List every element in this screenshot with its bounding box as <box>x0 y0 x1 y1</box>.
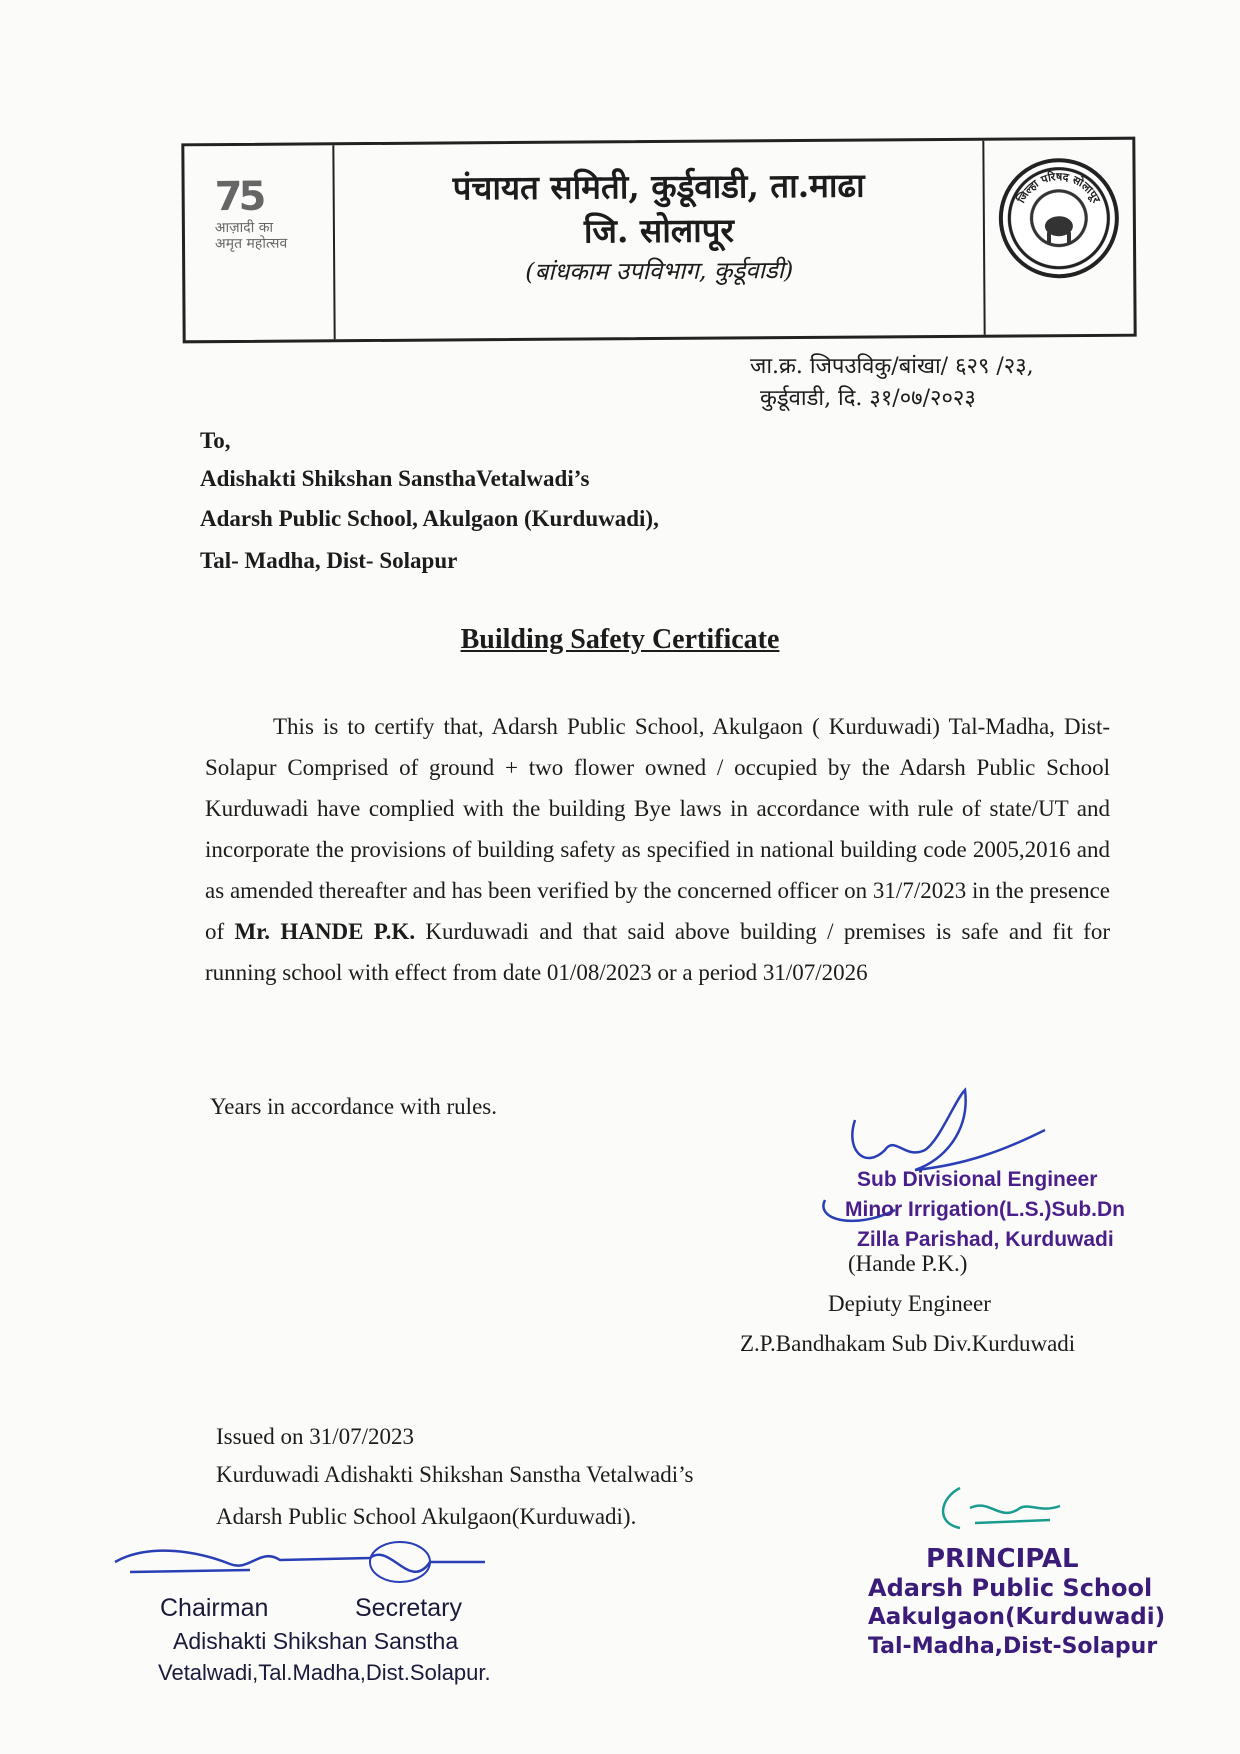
chairman-label: Chairman <box>160 1594 269 1622</box>
engineer-designation: Depiuty Engineer <box>828 1291 991 1316</box>
certificate-body <box>205 706 1110 993</box>
chairman-stamp-line2: Adishakti Shikshan Sanstha <box>173 1628 459 1654</box>
chairman-secretary-signature-icon <box>110 1532 490 1592</box>
seal-text: जिल्हा परिषद सोलापूर <box>1014 170 1103 206</box>
engineer-stamp-line2: Minor Irrigation(L.S.)Sub.Dn <box>845 1198 1125 1221</box>
principal-stamp-line4: Tal-Madha,Dist-Solapur <box>868 1634 1158 1659</box>
letterhead <box>181 137 1136 344</box>
logo-line2: अमृत महोत्सव <box>214 235 288 253</box>
engineer-stamp-line3: Zilla Parishad, Kurduwadi <box>857 1228 1114 1251</box>
office-name: पंचायत समिती, कुर्डूवाडी, ता.माढा <box>452 165 865 208</box>
address-line3: Tal- Madha, Dist- Solapur <box>200 548 458 573</box>
certificate-title: Building Safety Certificate <box>460 624 780 655</box>
chairman-stamp-line3: Vetalwadi,Tal.Madha,Dist.Solapur. <box>158 1660 491 1685</box>
issued-line3: Adarsh Public School Akulgaon(Kurduwadi). <box>216 1504 637 1529</box>
engineer-office: Z.P.Bandhakam Sub Div.Kurduwadi <box>740 1331 1076 1356</box>
logo-number: 75 <box>214 173 263 221</box>
reference-date: कुर्डूवाडी, दि. ३१/०७/२०२३ <box>760 386 976 411</box>
body-closing: Years in accordance with rules. <box>210 1094 497 1119</box>
engineer-name: (Hande P.K.) <box>848 1251 968 1276</box>
principal-stamp-line3: Aakulgaon(Kurduwadi) <box>868 1604 1166 1630</box>
officer-name: Mr. HANDE P.K. <box>234 919 416 944</box>
principal-signature-icon <box>930 1478 1070 1538</box>
seal-emblem <box>998 158 1119 279</box>
address-to: To, <box>200 428 231 453</box>
zp-seal-icon <box>982 140 1133 335</box>
district-name: जि. सोलापूर <box>583 210 735 251</box>
body-text-part2: Kurduwadi and that said above building / premises is safe and fit for running school with effect from date 01/08/2023 or a period 31/07/2026 <box>205 919 1110 985</box>
azadi-logo <box>184 145 335 340</box>
reference-number: जा.क्र. जिपउविकु/बांखा/ ६२९ /२३, <box>750 354 1034 379</box>
principal-stamp-title: PRINCIPAL <box>926 1544 1079 1574</box>
body-text-part1: This is to certify that, Adarsh Public School, Akulgaon ( Kurduwadi) Tal-Madha, Dist- Solapur Comprised of ground + two flower owned / occupied by the Adarsh Public School Kurduwadi have complied with the building Bye laws in accordance with rule of state/UT and incorporate the provisions of building safety as specified in national building code 2005,2016 and as amended thereafter and has been verified by the concerned officer on 31/7/2023 in the presence of <box>205 714 1110 944</box>
address-line1: Adishakti Shikshan SansthaVetalwadi’s <box>200 466 590 491</box>
division-name: (बांधकाम उपविभाग, कुर्डूवाडी) <box>525 256 794 286</box>
principal-stamp-line2: Adarsh Public School <box>868 1574 1153 1602</box>
secretary-label: Secretary <box>355 1594 462 1622</box>
issued-date: Issued on 31/07/2023 <box>216 1424 415 1449</box>
svg-text:जिल्हा परिषद सोलापूर <box>1013 169 1103 206</box>
engineer-stamp-line1: Sub Divisional Engineer <box>857 1168 1098 1191</box>
issued-line2: Kurduwadi Adishakti Shikshan Sanstha Vetalwadi’s <box>216 1462 694 1487</box>
logo-line1: आज़ादी का <box>214 219 274 237</box>
letterhead-title <box>334 141 983 340</box>
address-line2: Adarsh Public School, Akulgaon (Kurduwadi), <box>200 506 659 531</box>
